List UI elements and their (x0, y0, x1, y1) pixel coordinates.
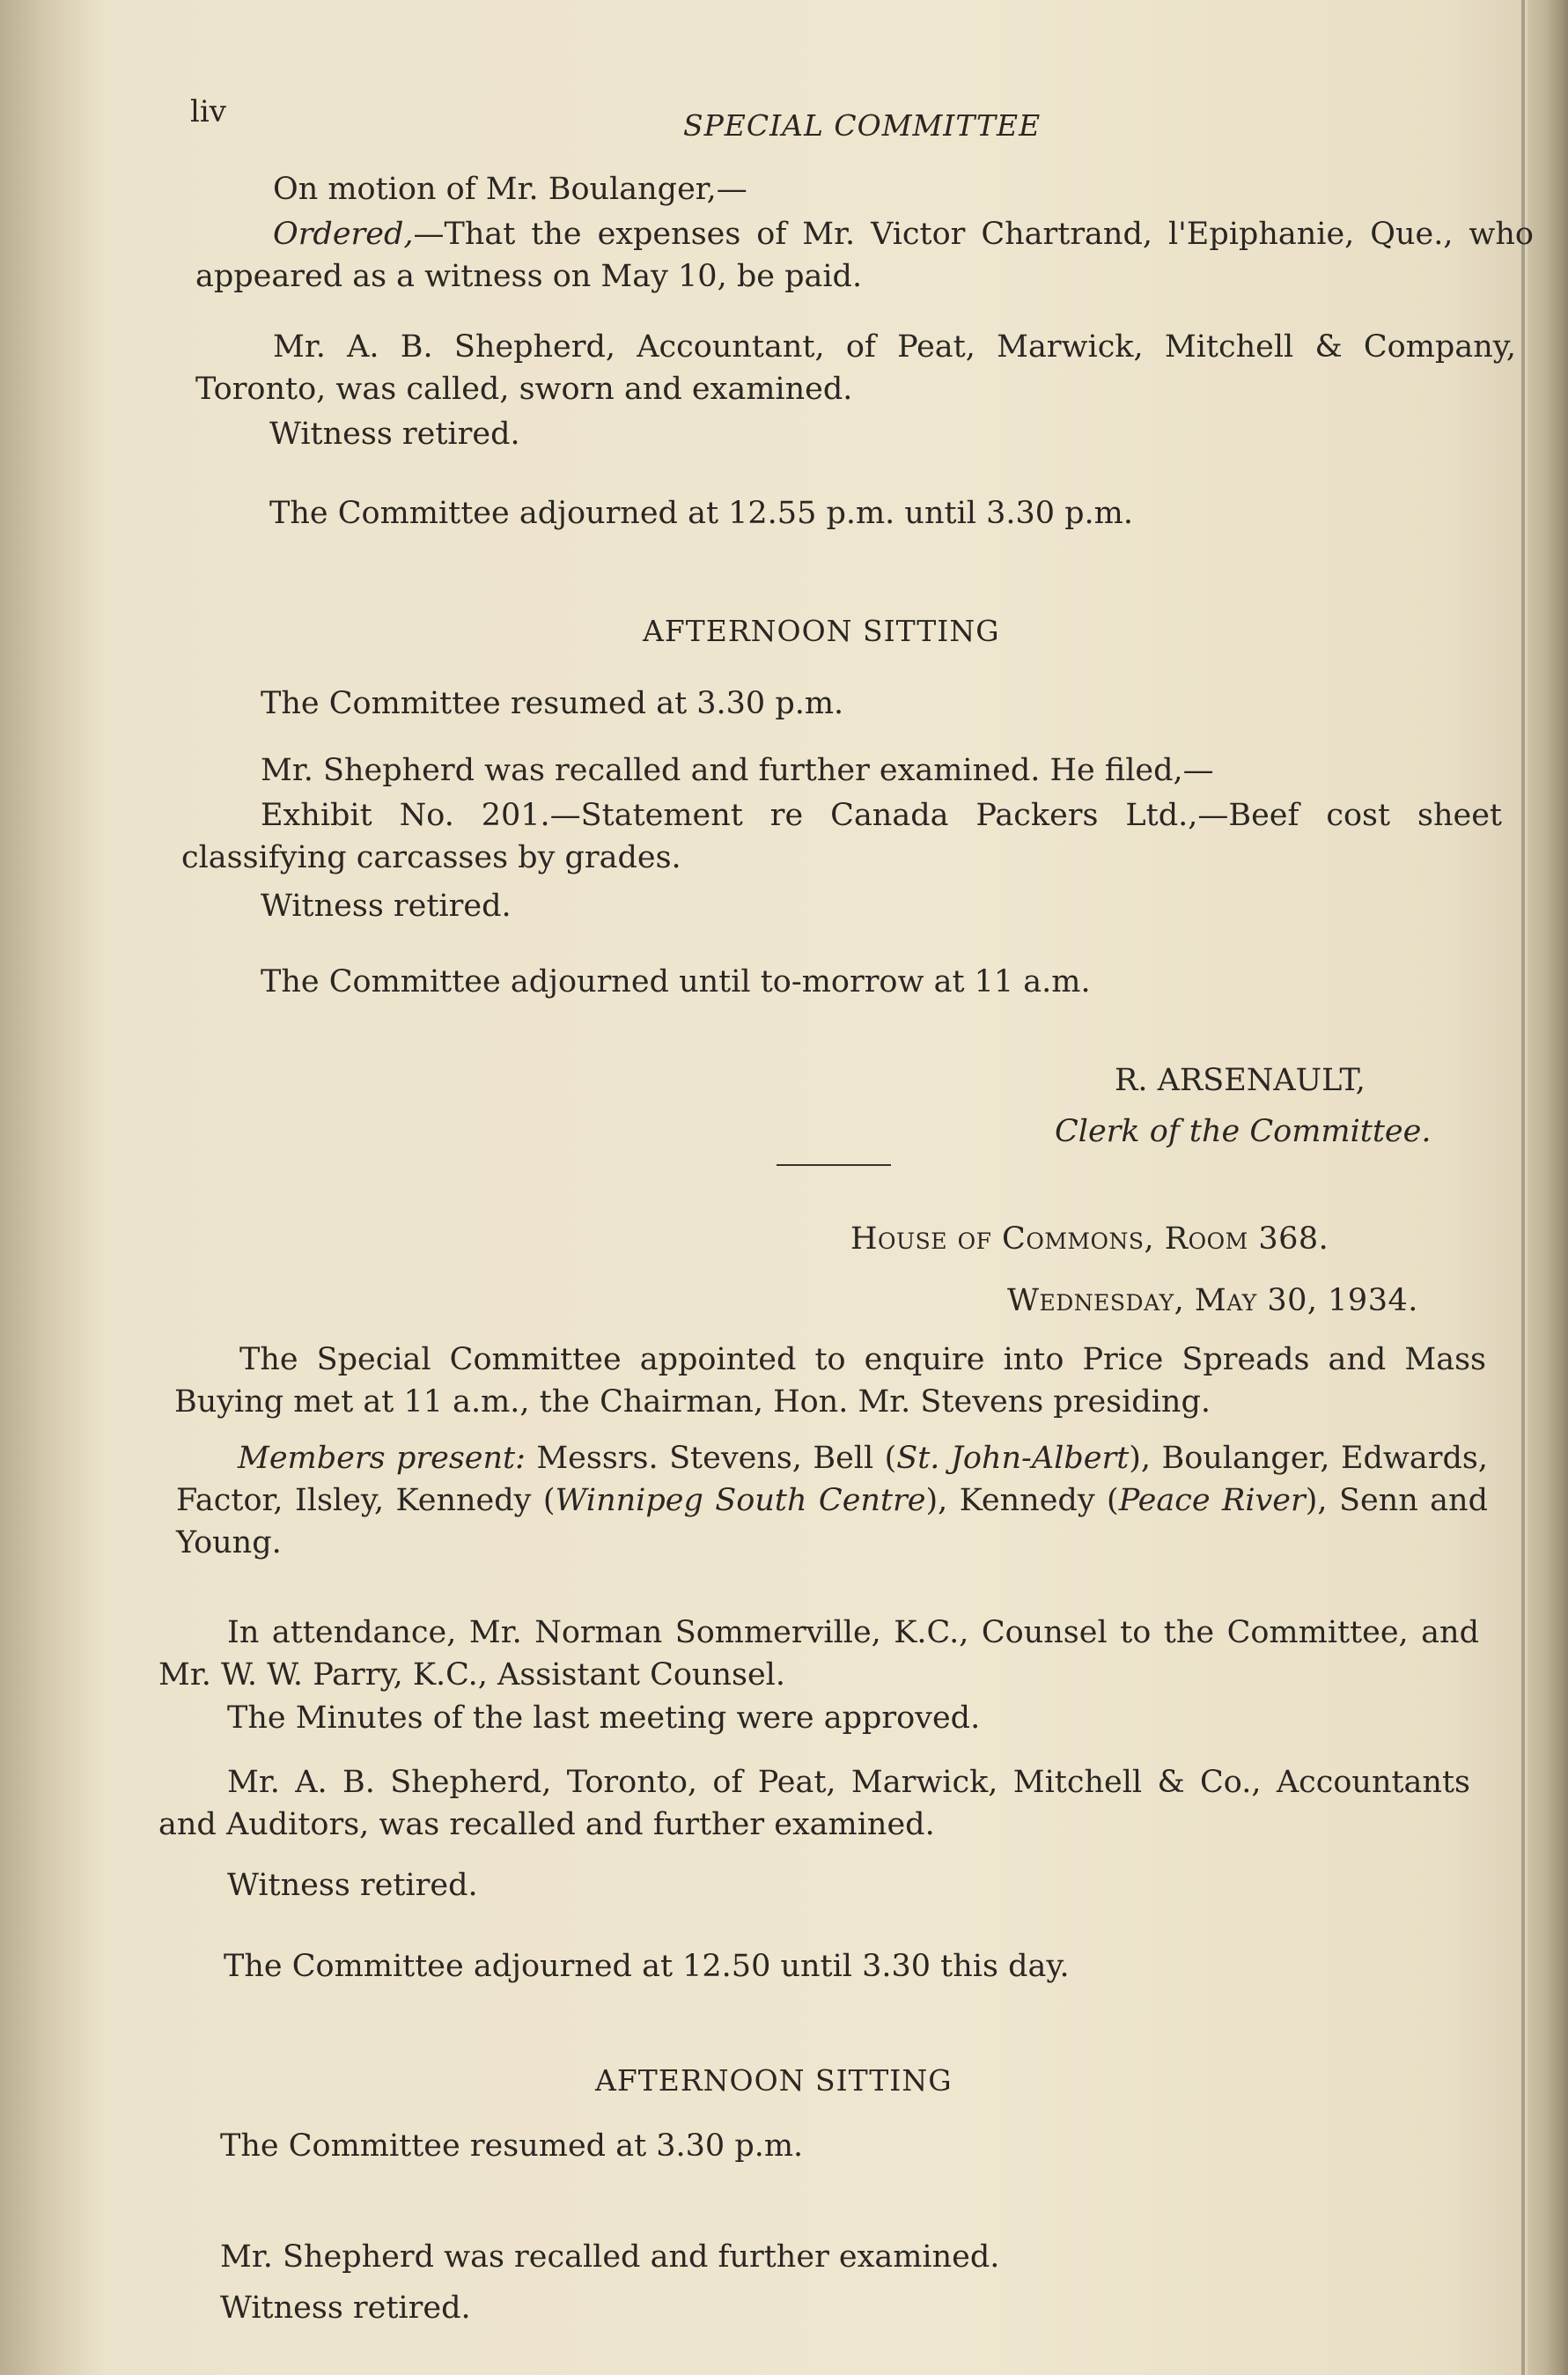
heading-afternoon-2: AFTERNOON SITTING (595, 2063, 953, 2098)
signature-title: Clerk of the Committee. (1055, 1114, 1432, 1149)
adjourned-3: The Committee adjourned at 12.50 until 3.30 this day. (224, 1949, 1070, 1984)
attendance-paragraph: In attendance, Mr. Norman Sommerville, K.C., Counsel to the Committee, and Mr. W. W. Parry, K.C., Assistant Counsel. (158, 1615, 1479, 1693)
resumed-2: The Committee resumed at 3.30 p.m. (220, 2128, 804, 2164)
opening-paragraph: The Special Committee appointed to enquire into Price Spreads and Mass Buying met at 11 a.m., the Chairman, Hon. Mr. Stevens presiding. (174, 1342, 1486, 1420)
ordered-paragraph (195, 213, 1534, 298)
witness-retired-4: Witness retired. (220, 2290, 471, 2326)
members-riding-3: Peace River (1118, 1483, 1306, 1518)
witness-retired-2: Witness retired. (261, 889, 512, 924)
page-edge-line (1521, 0, 1525, 2375)
witness-retired-3: Witness retired. (227, 1868, 478, 1903)
shepherd-called-paragraph: Mr. A. B. Shepherd, Accountant, of Peat, Marwick, Mitchell & Company, Toronto, was called, sworn and examined. (195, 329, 1516, 407)
heading-afternoon-1: AFTERNOON SITTING (643, 614, 1000, 648)
ordered-lead: Ordered, (273, 217, 414, 252)
shepherd-recalled-1: Mr. Shepherd was recalled and further examined. He filed,— (261, 753, 1214, 788)
witness-retired-1: Witness retired. (269, 417, 520, 452)
section-rule (777, 1164, 891, 1166)
page-number: liv (190, 94, 226, 129)
members-text-1: Messrs. Stevens, Bell ( (536, 1441, 897, 1476)
members-riding-2: Winnipeg South Centre (555, 1483, 926, 1518)
page-edge-shadow (1528, 0, 1568, 2375)
adjourned-1: The Committee adjourned at 12.55 p.m. until 3.30 p.m. (269, 496, 1133, 531)
ordered-text: —That the expenses of Mr. Victor Chartrand, l'Epiphanie, Que., who appeared as a witness on May 10, be paid. (195, 217, 1534, 294)
book-gutter (0, 0, 62, 2375)
signature-name: R. ARSENAULT, (1115, 1063, 1366, 1098)
shepherd-recalled-paragraph: Mr. A. B. Shepherd, Toronto, of Peat, Marwick, Mitchell & Co., Accountants and Auditors, was recalled and further examined. (158, 1765, 1470, 1842)
adjourned-2: The Committee adjourned until to-morrow at 11 a.m. (261, 964, 1091, 999)
date-line: Wednesday, May 30, 1934. (1007, 1283, 1418, 1318)
members-text-3: ), Kennedy ( (925, 1483, 1119, 1518)
members-text-2: ), Boulanger, Edwards, Factor, Ilsley, Kennedy ( (176, 1441, 1488, 1518)
location-line: House of Commons, Room 368. (850, 1221, 1329, 1257)
resumed-1: The Committee resumed at 3.30 p.m. (261, 686, 844, 721)
motion-line: On motion of Mr. Boulanger,— (273, 172, 747, 207)
shepherd-recalled-2: Mr. Shepherd was recalled and further examined. (220, 2239, 1000, 2275)
members-paragraph (176, 1437, 1488, 1564)
members-lead: Members present: (238, 1441, 526, 1476)
members-riding-1: St. John-Albert (896, 1441, 1130, 1476)
exhibit-paragraph: Exhibit No. 201.—Statement re Canada Packers Ltd.,—Beef cost sheet classifying carcasses by grades. (181, 798, 1502, 875)
members-text-4: ), Senn and Young. (176, 1483, 1488, 1560)
running-head: SPECIAL COMMITTEE (683, 108, 1042, 143)
minutes-approved: The Minutes of the last meeting were approved. (227, 1700, 981, 1736)
